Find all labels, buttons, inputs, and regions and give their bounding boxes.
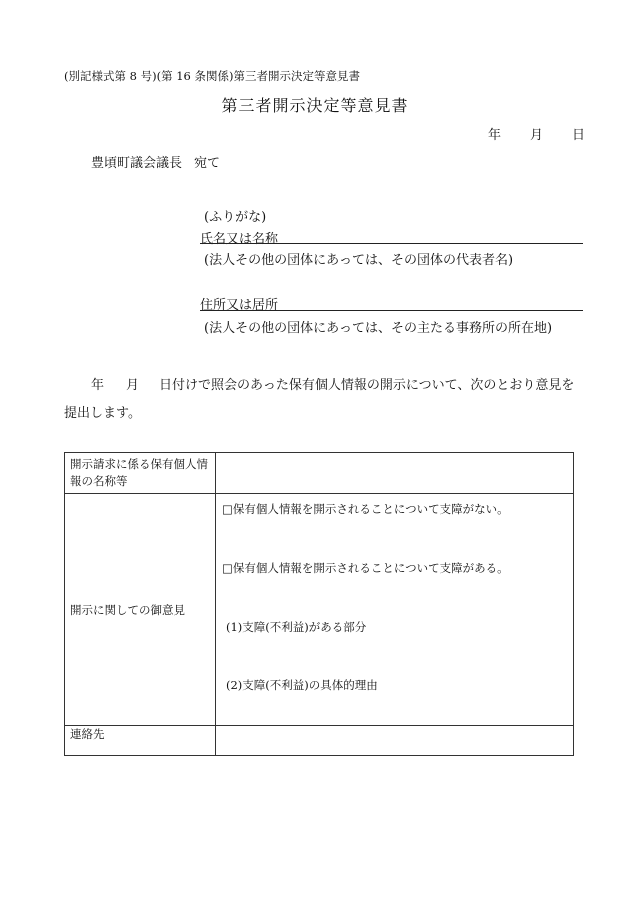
- opinion-value-cell: [216, 494, 574, 726]
- furigana-label: (ふりがな): [204, 210, 267, 225]
- info-name-label-cell: [65, 453, 216, 494]
- address-note: (法人その他の団体にあっては、その主たる事務所の所在地): [204, 321, 553, 336]
- contact-value-cell[interactable]: [216, 726, 574, 756]
- info-name-value-cell[interactable]: [216, 453, 574, 494]
- date-month-label: 月: [530, 128, 544, 143]
- document-title: 第三者開示決定等意見書: [221, 96, 409, 115]
- name-note: (法人その他の団体にあっては、その団体の代表者名): [204, 253, 514, 268]
- name-label: 氏名又は名称: [200, 232, 279, 247]
- date-year-label: 年: [488, 128, 502, 143]
- address-label: 住所又は居所: [200, 298, 279, 313]
- body-text-part1: 日付けで照会のあった保有個人情報の開示について、次のとおり意見を: [159, 378, 575, 393]
- contact-label: 連絡先: [70, 727, 105, 741]
- body-year-label: 年: [91, 378, 105, 393]
- sub-item-specific-reason: (2)支障(不利益)の具体的理由: [226, 678, 378, 692]
- issue-checkbox-option[interactable]: □保有個人情報を開示されることについて支障がある。: [222, 561, 509, 575]
- addressee-name: 豊頃町議会議長: [91, 156, 183, 171]
- form-reference-label: (別記様式第 8 号)(第 16 条関係)第三者開示決定等意見書: [64, 69, 361, 83]
- info-name-label: 開示請求に係る保有個人情報の名称等: [70, 457, 208, 488]
- opinion-label-cell: [65, 494, 216, 726]
- table-row: [65, 726, 574, 756]
- body-line-1: [64, 372, 586, 400]
- sub-item-affected-part: (1)支障(不利益)がある部分: [226, 620, 367, 634]
- opinion-table: [64, 452, 574, 756]
- table-row: [65, 453, 574, 494]
- addressee-suffix: 宛て: [194, 156, 221, 171]
- addressee: [91, 152, 220, 171]
- opinion-options: [216, 494, 573, 725]
- no-issue-checkbox-option[interactable]: □保有個人情報を開示されることについて支障がない。: [222, 502, 509, 516]
- address-field-line[interactable]: [200, 310, 583, 311]
- opinion-label: 開示に関しての御意見: [70, 602, 185, 617]
- body-text-part2: 提出します。: [64, 406, 141, 421]
- table-row: [65, 494, 574, 726]
- body-paragraph: [64, 372, 586, 428]
- date-line: [488, 124, 585, 143]
- name-field-line[interactable]: [200, 243, 583, 244]
- contact-label-cell: [65, 726, 216, 756]
- date-day-label: 日: [572, 128, 586, 143]
- body-month-label: 月: [126, 378, 140, 393]
